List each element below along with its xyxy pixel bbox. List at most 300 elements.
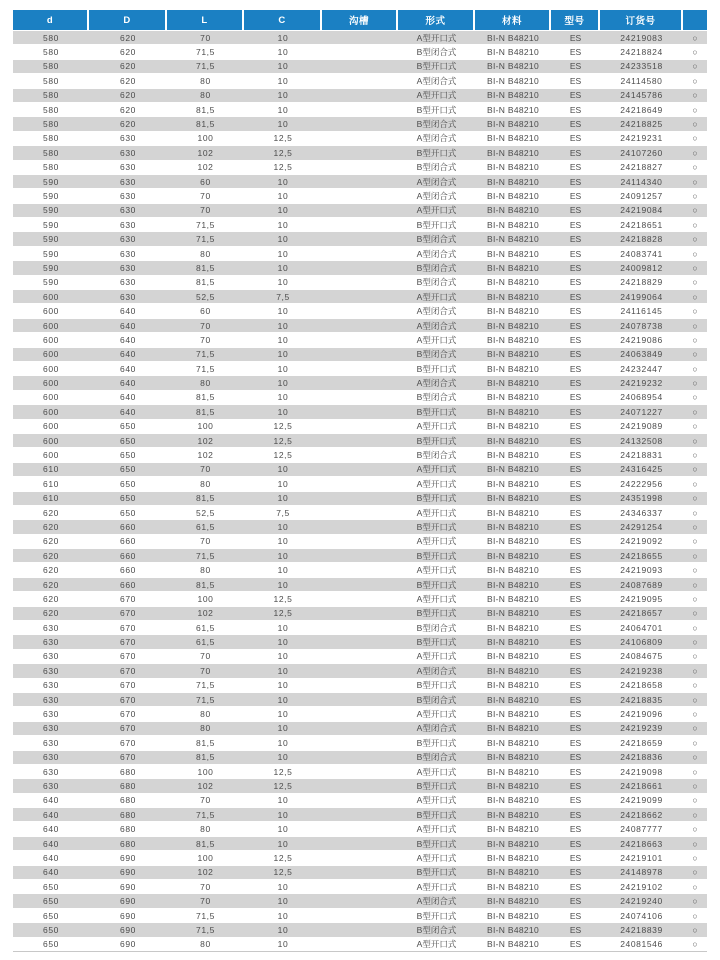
cell-form: A型闭合式 [398,74,475,88]
cell-C: 12,5 [244,779,322,793]
cell-order-number: 24087777 [600,822,683,836]
cell-D: 650 [89,434,167,448]
cell-groove [322,707,398,721]
cell-L: 61,5 [167,621,244,635]
cell-L: 80 [167,563,244,577]
cell-d: 600 [13,448,89,462]
cell-groove [322,161,398,175]
cell-form: B型闭合式 [398,117,475,131]
cell-material: BI-N B48210 [475,175,551,189]
cell-availability availability-circle-icon: ○ [683,751,707,765]
cell-C: 10 [244,822,322,836]
cell-material: BI-N B48210 [475,218,551,232]
table-row [13,679,707,693]
cell-material: BI-N B48210 [475,204,551,218]
cell-C: 12,5 [244,132,322,146]
cell-groove [322,751,398,765]
cell-availability availability-circle-icon: ○ [683,333,707,347]
cell-L: 70 [167,650,244,664]
table-row [13,261,707,275]
cell-C: 12,5 [244,592,322,606]
cell-groove [322,290,398,304]
cell-groove [322,592,398,606]
cell-model: ES [551,247,600,261]
cell-model: ES [551,448,600,462]
cell-model: ES [551,549,600,563]
cell-form: B型开口式 [398,434,475,448]
cell-L: 81,5 [167,117,244,131]
cell-D: 690 [89,923,167,937]
cell-model: ES [551,132,600,146]
cell-d: 590 [13,218,89,232]
cell-form: B型开口式 [398,578,475,592]
cell-d: 600 [13,434,89,448]
cell-groove [322,520,398,534]
cell-C: 10 [244,578,322,592]
cell-order-number: 24081546 [600,938,683,952]
table-row [13,822,707,836]
cell-material: BI-N B48210 [475,578,551,592]
table-row [13,132,707,146]
cell-order-number: 24218658 [600,679,683,693]
cell-L: 80 [167,707,244,721]
cell-groove [322,563,398,577]
cell-model: ES [551,808,600,822]
cell-form: A型开口式 [398,89,475,103]
cell-form: B型闭合式 [398,261,475,275]
cell-form: B型开口式 [398,520,475,534]
cell-material: BI-N B48210 [475,405,551,419]
cell-material: BI-N B48210 [475,765,551,779]
cell-C: 10 [244,880,322,894]
cell-availability availability-circle-icon: ○ [683,866,707,880]
cell-groove [322,779,398,793]
cell-order-number: 24218829 [600,276,683,290]
cell-availability availability-circle-icon: ○ [683,261,707,275]
cell-d: 590 [13,204,89,218]
cell-C: 10 [244,722,322,736]
cell-L: 81,5 [167,276,244,290]
cell-C: 10 [244,563,322,577]
cell-availability availability-circle-icon: ○ [683,161,707,175]
cell-C: 10 [244,837,322,851]
cell-model: ES [551,650,600,664]
cell-form: B型闭合式 [398,448,475,462]
table-row [13,304,707,318]
table-row [13,607,707,621]
cell-form: A型开口式 [398,420,475,434]
cell-groove [322,247,398,261]
cell-material: BI-N B48210 [475,506,551,520]
cell-material: BI-N B48210 [475,103,551,117]
col-header-L: L [167,10,244,31]
cell-order-number: 24219101 [600,851,683,865]
cell-order-number: 24218655 [600,549,683,563]
table-row [13,175,707,189]
cell-model: ES [551,894,600,908]
cell-model: ES [551,621,600,635]
cell-d: 600 [13,348,89,362]
cell-L: 81,5 [167,736,244,750]
cell-availability availability-circle-icon: ○ [683,348,707,362]
cell-availability availability-circle-icon: ○ [683,477,707,491]
cell-material: BI-N B48210 [475,89,551,103]
cell-model: ES [551,923,600,937]
cell-groove [322,74,398,88]
cell-model: ES [551,348,600,362]
cell-D: 620 [89,45,167,59]
cell-form: B型开口式 [398,837,475,851]
cell-availability availability-circle-icon: ○ [683,794,707,808]
cell-model: ES [551,765,600,779]
cell-d: 630 [13,707,89,721]
cell-model: ES [551,837,600,851]
cell-availability availability-circle-icon: ○ [683,290,707,304]
cell-groove [322,60,398,74]
cell-form: A型开口式 [398,822,475,836]
table-row [13,520,707,534]
table-row [13,506,707,520]
cell-D: 640 [89,376,167,390]
cell-availability availability-circle-icon: ○ [683,506,707,520]
table-row [13,276,707,290]
cell-groove [322,103,398,117]
cell-d: 640 [13,837,89,851]
table-row [13,477,707,491]
cell-model: ES [551,492,600,506]
cell-groove [322,45,398,59]
cell-d: 590 [13,175,89,189]
cell-material: BI-N B48210 [475,189,551,203]
cell-L: 81,5 [167,103,244,117]
table-row [13,779,707,793]
cell-D: 630 [89,290,167,304]
cell-model: ES [551,204,600,218]
cell-D: 630 [89,161,167,175]
cell-L: 81,5 [167,391,244,405]
cell-L: 71,5 [167,232,244,246]
col-header-d: d [13,10,89,31]
cell-d: 580 [13,45,89,59]
cell-groove [322,477,398,491]
cell-model: ES [551,161,600,175]
cell-model: ES [551,117,600,131]
cell-material: BI-N B48210 [475,794,551,808]
cell-form: B型开口式 [398,909,475,923]
cell-order-number: 24219093 [600,563,683,577]
cell-C: 12,5 [244,448,322,462]
cell-L: 102 [167,434,244,448]
cell-D: 670 [89,693,167,707]
cell-material: BI-N B48210 [475,866,551,880]
cell-D: 640 [89,304,167,318]
cell-availability availability-circle-icon: ○ [683,621,707,635]
cell-material: BI-N B48210 [475,333,551,347]
cell-C: 10 [244,74,322,88]
cell-model: ES [551,535,600,549]
cell-d: 590 [13,189,89,203]
cell-d: 620 [13,549,89,563]
cell-d: 580 [13,117,89,131]
table-row [13,391,707,405]
cell-C: 10 [244,376,322,390]
cell-form: B型闭合式 [398,276,475,290]
cell-C: 10 [244,45,322,59]
cell-order-number: 24219096 [600,707,683,721]
cell-availability availability-circle-icon: ○ [683,492,707,506]
table-row [13,376,707,390]
cell-availability availability-circle-icon: ○ [683,707,707,721]
cell-availability availability-circle-icon: ○ [683,894,707,908]
cell-L: 70 [167,463,244,477]
cell-order-number: 24232447 [600,362,683,376]
cell-groove [322,89,398,103]
cell-order-number: 24218828 [600,232,683,246]
cell-availability availability-circle-icon: ○ [683,779,707,793]
cell-availability availability-circle-icon: ○ [683,736,707,750]
table-row [13,463,707,477]
cell-groove [322,794,398,808]
cell-groove [322,333,398,347]
cell-d: 630 [13,779,89,793]
cell-availability availability-circle-icon: ○ [683,563,707,577]
cell-C: 10 [244,218,322,232]
cell-availability availability-circle-icon: ○ [683,276,707,290]
cell-order-number: 24219092 [600,535,683,549]
cell-d: 600 [13,304,89,318]
cell-C: 10 [244,520,322,534]
cell-C: 10 [244,492,322,506]
cell-model: ES [551,722,600,736]
cell-D: 620 [89,60,167,74]
cell-L: 71,5 [167,362,244,376]
cell-model: ES [551,290,600,304]
col-header-availability [683,10,707,31]
cell-order-number: 24106809 [600,635,683,649]
cell-d: 580 [13,161,89,175]
cell-form: B型闭合式 [398,45,475,59]
cell-groove [322,894,398,908]
cell-model: ES [551,880,600,894]
cell-D: 630 [89,276,167,290]
cell-availability availability-circle-icon: ○ [683,74,707,88]
col-header-model: 型号 [551,10,600,31]
cell-C: 10 [244,333,322,347]
cell-model: ES [551,736,600,750]
cell-availability availability-circle-icon: ○ [683,420,707,434]
table-row [13,189,707,203]
cell-order-number: 24218663 [600,837,683,851]
cell-L: 100 [167,765,244,779]
cell-L: 102 [167,866,244,880]
cell-material: BI-N B48210 [475,808,551,822]
cell-form: B型闭合式 [398,391,475,405]
cell-C: 10 [244,189,322,203]
cell-form: A型开口式 [398,707,475,721]
cell-form: B型闭合式 [398,232,475,246]
cell-C: 12,5 [244,434,322,448]
cell-C: 10 [244,261,322,275]
cell-material: BI-N B48210 [475,261,551,275]
cell-model: ES [551,276,600,290]
cell-availability availability-circle-icon: ○ [683,103,707,117]
cell-C: 10 [244,679,322,693]
cell-D: 640 [89,405,167,419]
cell-groove [322,607,398,621]
cell-C: 10 [244,60,322,74]
cell-material: BI-N B48210 [475,837,551,851]
cell-availability availability-circle-icon: ○ [683,664,707,678]
table-row [13,31,707,45]
cell-D: 640 [89,348,167,362]
cell-groove [322,261,398,275]
cell-C: 10 [244,693,322,707]
cell-model: ES [551,693,600,707]
cell-L: 81,5 [167,578,244,592]
cell-model: ES [551,578,600,592]
cell-order-number: 24219240 [600,894,683,908]
cell-d: 630 [13,650,89,664]
cell-material: BI-N B48210 [475,420,551,434]
cell-D: 620 [89,31,167,45]
cell-model: ES [551,938,600,952]
cell-C: 10 [244,535,322,549]
cell-material: BI-N B48210 [475,304,551,318]
cell-model: ES [551,60,600,74]
cell-C: 10 [244,31,322,45]
cell-d: 640 [13,794,89,808]
cell-model: ES [551,261,600,275]
cell-availability availability-circle-icon: ○ [683,60,707,74]
cell-material: BI-N B48210 [475,161,551,175]
cell-form: A型开口式 [398,31,475,45]
cell-form: A型闭合式 [398,132,475,146]
cell-d: 640 [13,851,89,865]
cell-groove [322,232,398,246]
cell-groove [322,448,398,462]
table-row [13,333,707,347]
cell-availability availability-circle-icon: ○ [683,923,707,937]
cell-order-number: 24219099 [600,794,683,808]
cell-order-number: 24083741 [600,247,683,261]
cell-order-number: 24222956 [600,477,683,491]
cell-material: BI-N B48210 [475,448,551,462]
cell-d: 580 [13,31,89,45]
cell-order-number: 24219231 [600,132,683,146]
table-row [13,866,707,880]
table-row [13,794,707,808]
cell-L: 80 [167,722,244,736]
cell-L: 71,5 [167,808,244,822]
cell-C: 10 [244,664,322,678]
cell-material: BI-N B48210 [475,477,551,491]
cell-D: 690 [89,894,167,908]
cell-D: 670 [89,621,167,635]
cell-material: BI-N B48210 [475,751,551,765]
cell-form: A型闭合式 [398,376,475,390]
table-row [13,693,707,707]
cell-groove [322,621,398,635]
cell-availability availability-circle-icon: ○ [683,218,707,232]
cell-L: 70 [167,535,244,549]
cell-form: B型开口式 [398,779,475,793]
cell-model: ES [551,679,600,693]
cell-D: 630 [89,132,167,146]
cell-d: 600 [13,362,89,376]
table-row [13,563,707,577]
cell-order-number: 24351998 [600,492,683,506]
table-row [13,89,707,103]
cell-availability availability-circle-icon: ○ [683,938,707,952]
cell-d: 630 [13,736,89,750]
cell-form: A型闭合式 [398,894,475,908]
cell-C: 10 [244,808,322,822]
cell-availability availability-circle-icon: ○ [683,650,707,664]
cell-C: 10 [244,938,322,952]
table-row [13,218,707,232]
cell-material: BI-N B48210 [475,779,551,793]
table-row [13,621,707,635]
cell-d: 650 [13,938,89,952]
cell-model: ES [551,434,600,448]
cell-availability availability-circle-icon: ○ [683,175,707,189]
cell-L: 80 [167,74,244,88]
cell-form: B型开口式 [398,679,475,693]
cell-d: 580 [13,132,89,146]
cell-L: 81,5 [167,751,244,765]
cell-order-number: 24291254 [600,520,683,534]
cell-model: ES [551,376,600,390]
table-row [13,117,707,131]
cell-form: A型闭合式 [398,189,475,203]
cell-C: 10 [244,276,322,290]
cell-L: 70 [167,894,244,908]
cell-form: B型开口式 [398,60,475,74]
cell-form: B型开口式 [398,362,475,376]
cell-order-number: 24218662 [600,808,683,822]
table-row [13,808,707,822]
cell-availability availability-circle-icon: ○ [683,693,707,707]
cell-d: 600 [13,290,89,304]
cell-model: ES [551,607,600,621]
cell-d: 600 [13,376,89,390]
cell-material: BI-N B48210 [475,621,551,635]
table-row [13,664,707,678]
cell-D: 640 [89,319,167,333]
cell-C: 10 [244,463,322,477]
cell-L: 71,5 [167,549,244,563]
cell-C: 10 [244,405,322,419]
cell-availability availability-circle-icon: ○ [683,247,707,261]
cell-availability availability-circle-icon: ○ [683,45,707,59]
cell-availability availability-circle-icon: ○ [683,635,707,649]
cell-d: 620 [13,563,89,577]
cell-L: 71,5 [167,218,244,232]
cell-availability availability-circle-icon: ○ [683,607,707,621]
cell-order-number: 24218827 [600,161,683,175]
cell-D: 680 [89,808,167,822]
cell-model: ES [551,89,600,103]
cell-form: B型开口式 [398,146,475,160]
cell-form: A型开口式 [398,204,475,218]
cell-groove [322,851,398,865]
cell-d: 620 [13,592,89,606]
cell-order-number: 24114580 [600,74,683,88]
cell-material: BI-N B48210 [475,492,551,506]
cell-material: BI-N B48210 [475,74,551,88]
cell-d: 650 [13,880,89,894]
cell-form: B型开口式 [398,607,475,621]
